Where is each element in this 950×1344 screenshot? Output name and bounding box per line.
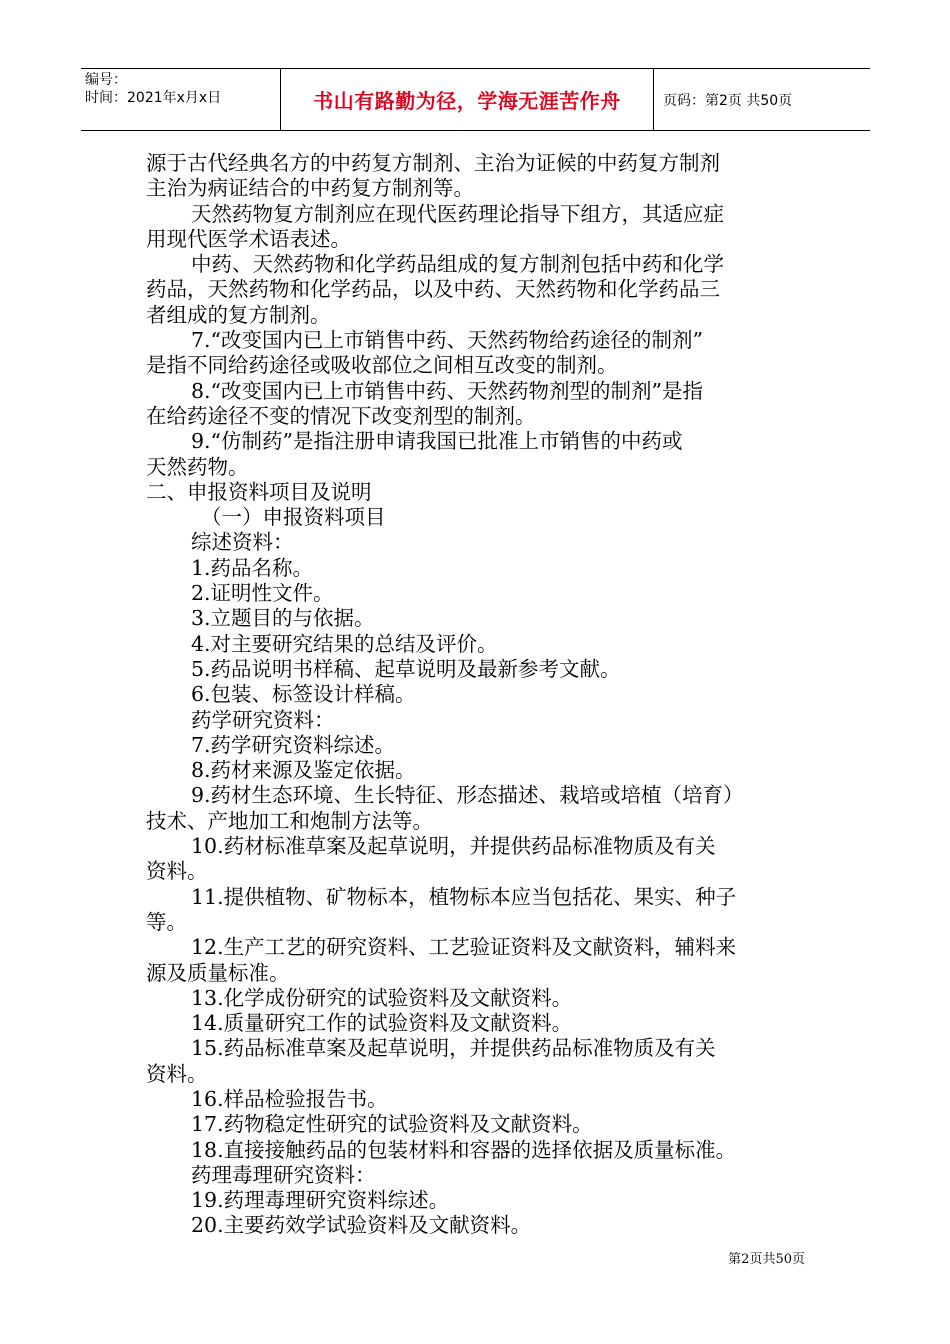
body-line: 7.“改变国内已上市销售中药、天然药物给药途径的制剂” bbox=[191, 328, 704, 353]
body-line: 源于古代经典名方的中药复方制剂、主治为证候的中药复方制剂 bbox=[146, 151, 720, 175]
list-item-continuation: 资料。 bbox=[146, 859, 208, 884]
list-item: 20.主要药效学试验资料及文献资料。 bbox=[191, 1213, 532, 1238]
list-item: 10.药材标准草案及起草说明，并提供药品标准物质及有关 bbox=[191, 834, 716, 859]
body-line: 用现代医学术语表述。 bbox=[146, 226, 351, 251]
list-item: 2.证明性文件。 bbox=[191, 581, 334, 606]
list-item: 9.药材生态环境、生长特征、形态描述、栽培或培植（培育） bbox=[191, 783, 744, 808]
group-heading: 综述资料： bbox=[191, 530, 294, 555]
page-footer: 第2页共50页 bbox=[728, 1252, 805, 1267]
list-item: 19.药理毒理研究资料综述。 bbox=[191, 1188, 450, 1213]
list-item: 5.药品说明书样稿、起草说明及最新参考文献。 bbox=[191, 656, 621, 681]
list-item-continuation: 源及质量标准。 bbox=[146, 960, 290, 985]
list-item: 15.药品标准草案及起草说明，并提供药品标准物质及有关 bbox=[191, 1036, 716, 1061]
list-item: 1.药品名称。 bbox=[191, 555, 314, 580]
body-line: 主治为病证结合的中药复方制剂等。 bbox=[146, 176, 474, 201]
list-item: 8.药材来源及鉴定依据。 bbox=[191, 758, 416, 783]
body-line: 天然药物。 bbox=[146, 454, 249, 479]
list-item: 14.质量研究工作的试验资料及文献资料。 bbox=[191, 1011, 573, 1036]
group-heading: 药学研究资料： bbox=[191, 707, 335, 732]
list-item: 6.包装、标签设计样稿。 bbox=[191, 682, 416, 707]
header-page-number: 页码：第2页 共50页 bbox=[663, 92, 793, 109]
list-item-continuation: 等。 bbox=[146, 909, 187, 934]
body-line: 中药、天然药物和化学药品组成的复方制剂包括中药和化学 bbox=[191, 252, 724, 277]
body-line: 是指不同给药途径或吸收部位之间相互改变的制剂。 bbox=[146, 353, 618, 378]
list-item-continuation: 技术、产地加工和炮制方法等。 bbox=[146, 808, 433, 833]
document-code-label: 编号： bbox=[85, 72, 127, 88]
body-line: 在给药途径不变的情况下改变剂型的制剂。 bbox=[146, 403, 536, 428]
list-item: 12.生产工艺的研究资料、工艺验证资料及文献资料，辅料来 bbox=[191, 935, 737, 960]
body-line: 9.“仿制药”是指注册申请我国已批准上市销售的中药或 bbox=[191, 429, 683, 454]
body-line: 天然药物复方制剂应在现代医药理论指导下组方，其适应症 bbox=[191, 201, 724, 226]
section-heading: 二、申报资料项目及说明 bbox=[146, 479, 372, 504]
document-body bbox=[146, 151, 816, 1239]
header-motto: 书山有路勤为径，学海无涯苦作舟 bbox=[281, 69, 654, 130]
list-item: 13.化学成份研究的试验资料及文献资料。 bbox=[191, 985, 573, 1010]
list-item: 11.提供植物、矿物标本，植物标本应当包括花、果实、种子 bbox=[191, 884, 737, 909]
body-line: 者组成的复方制剂。 bbox=[146, 302, 331, 327]
list-item: 4.对主要研究结果的总结及评价。 bbox=[191, 631, 498, 656]
document-time-label: 时间：2021年x月x日 bbox=[85, 90, 222, 106]
list-item: 7.药学研究资料综述。 bbox=[191, 732, 396, 757]
list-item: 17.药物稳定性研究的试验资料及文献资料。 bbox=[191, 1112, 593, 1137]
header-meta-cell bbox=[81, 69, 281, 130]
body-line: 8.“改变国内已上市销售中药、天然药物剂型的制剂”是指 bbox=[191, 378, 704, 403]
subsection-heading: （一）申报资料项目 bbox=[201, 505, 386, 530]
list-item: 3.立题目的与依据。 bbox=[191, 606, 375, 631]
group-heading: 药理毒理研究资料： bbox=[191, 1162, 376, 1187]
list-item-continuation: 资料。 bbox=[146, 1061, 208, 1086]
page-header bbox=[81, 68, 870, 131]
list-item: 18.直接接触药品的包装材料和容器的选择依据及质量标准。 bbox=[191, 1137, 737, 1162]
list-item: 16.样品检验报告书。 bbox=[191, 1086, 388, 1111]
body-line: 药品，天然药物和化学药品，以及中药、天然药物和化学药品三 bbox=[146, 277, 720, 302]
